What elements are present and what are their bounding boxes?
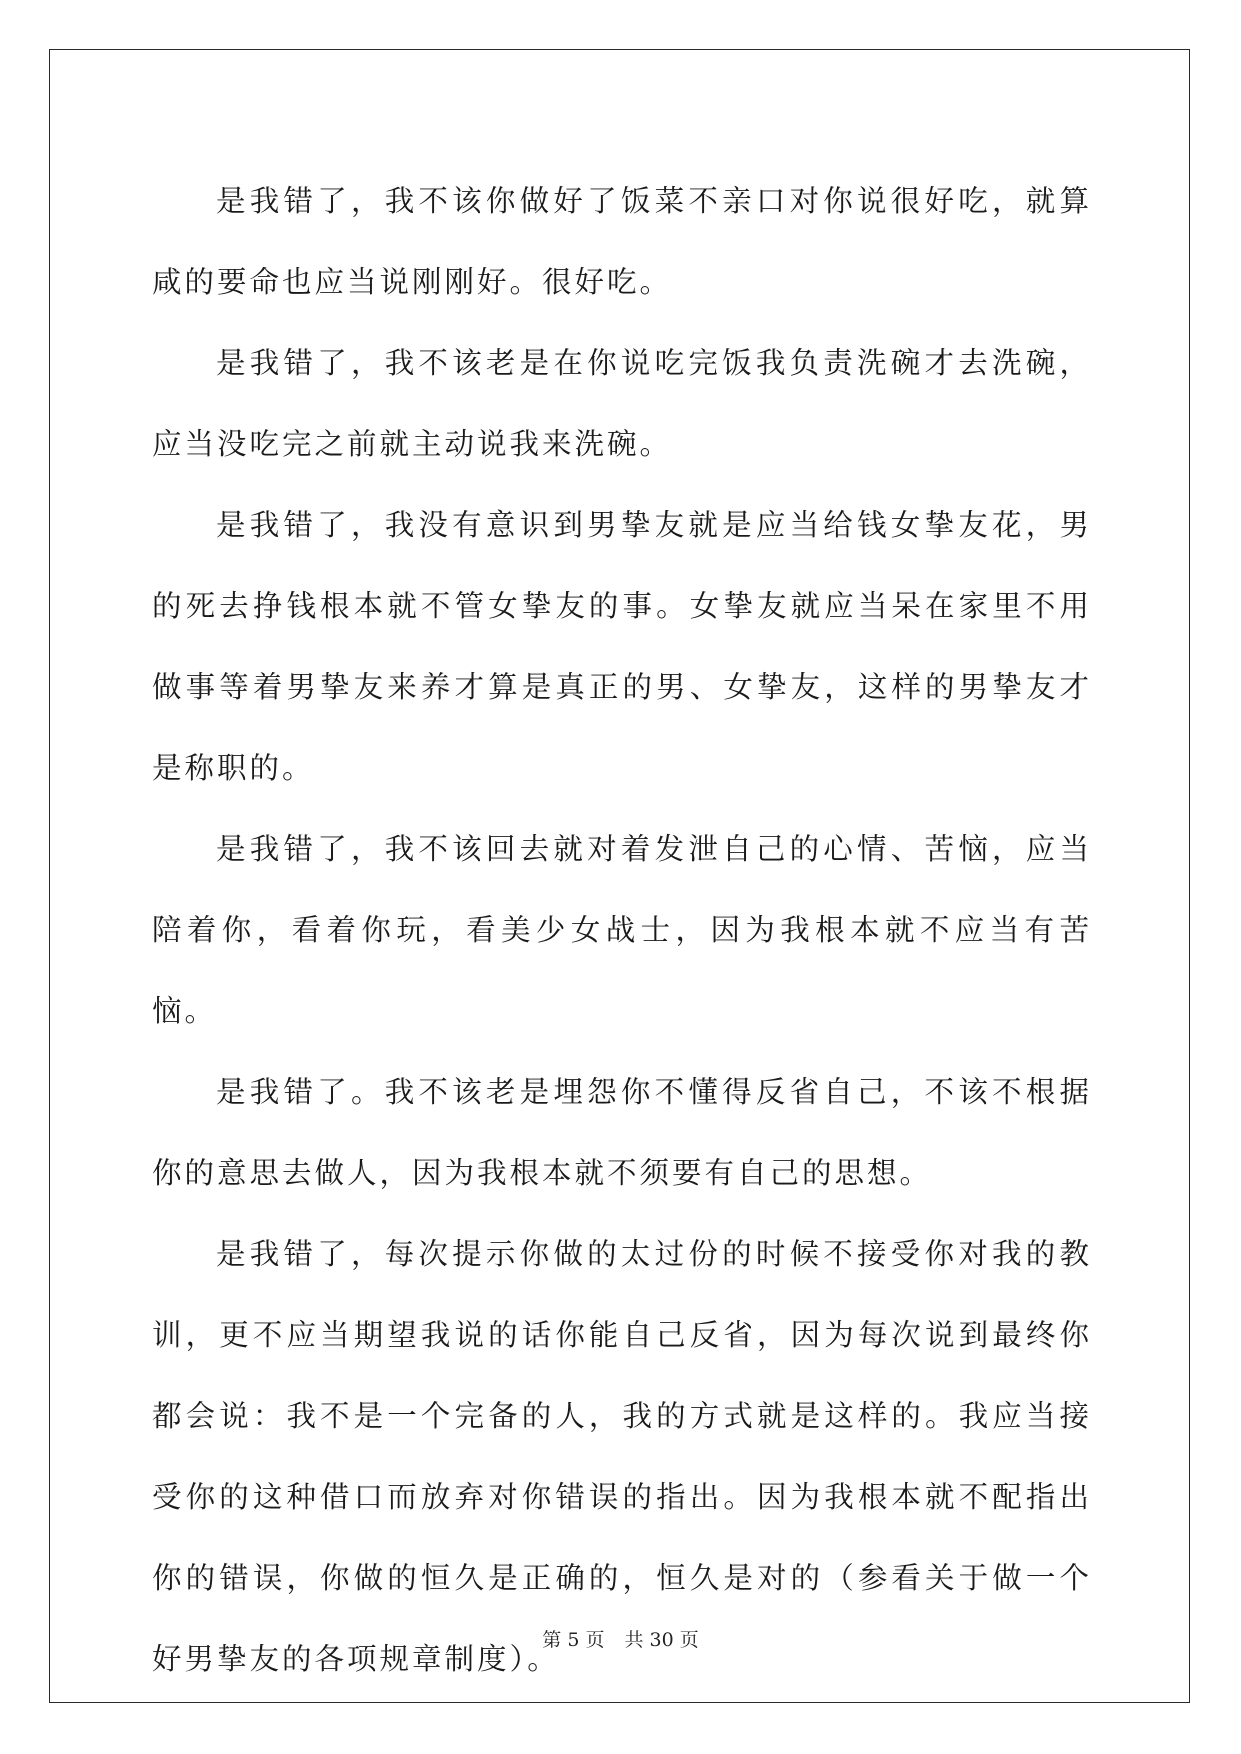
document-body [152, 161, 1092, 1700]
page-total: 共 30 页 [624, 1629, 699, 1651]
paragraph: 是我错了，我不该回去就对着发泄自己的心情、苦恼，应当陪着你，看着你玩，看美少女战士，因为我根本就不应当有苦恼。 [152, 832, 1092, 1028]
paragraph: 是我错了，我不该老是在你说吃完饭我负责洗碗才去洗碗，应当没吃完之前就主动说我来洗碗。 [152, 346, 1092, 461]
paragraph: 是我错了，每次提示你做的太过份的时候不接受你对我的教训，更不应当期望我说的话你能自己反省，因为每次说到最终你都会说：我不是一个完备的人，我的方式就是这样的。我应当接受你的这种借口而放弃对你错误的指出。因为我根本就不配指出你的错误，你做的恒久是正确的，恒久是对的（参看关于做一个好男挚友的各项规章制度）。 [152, 1237, 1092, 1676]
paragraph: 是我错了，我不该你做好了饭菜不亲口对你说很好吃，就算咸的要命也应当说刚刚好。很好吃。 [152, 184, 1092, 299]
page-number: 第 5 页 [542, 1629, 605, 1651]
page-footer [0, 1625, 1241, 1652]
paragraph: 是我错了，我没有意识到男挚友就是应当给钱女挚友花，男的死去挣钱根本就不管女挚友的事。女挚友就应当呆在家里不用做事等着男挚友来养才算是真正的男、女挚友，这样的男挚友才是称职的。 [152, 508, 1092, 785]
paragraph: 是我错了。我不该老是埋怨你不懂得反省自己，不该不根据你的意思去做人，因为我根本就不须要有自己的思想。 [152, 1075, 1092, 1190]
